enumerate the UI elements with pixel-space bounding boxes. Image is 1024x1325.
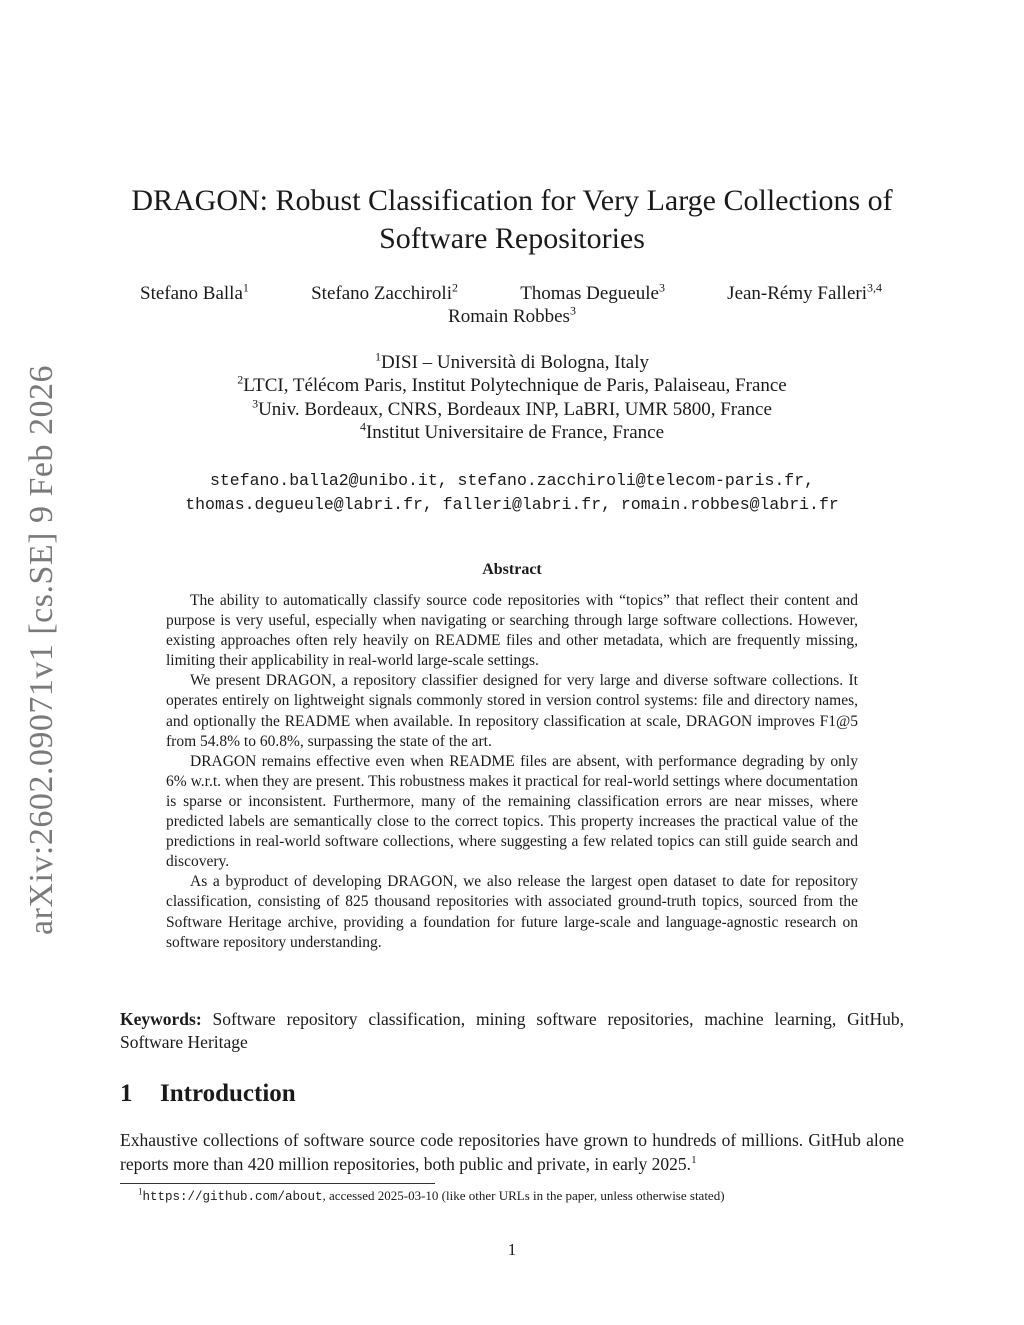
abstract-heading: Abstract xyxy=(482,561,542,578)
footnote xyxy=(138,1187,725,1206)
affiliation: $^1$DISI – Università di Bologna, Italy xyxy=(374,349,650,373)
abstract-paragraph: The ability to automatically classify source code repositories with “topics” that reflect their content and purpose is very useful, especially when navigating or searching through large software collections. However, existing approaches often rely heavily on README files and other metadata, which are frequently missing, limiting their applicability in real-world large-scale settings. xyxy=(166,592,858,670)
author: Thomas Degueule$^3$ xyxy=(520,280,665,304)
author: Stefano Balla$^1$ xyxy=(140,280,249,304)
keywords xyxy=(120,1008,904,1054)
affiliation-list xyxy=(120,351,904,444)
title-line-1: DRAGON: Robust Classification for Very Large Collections of xyxy=(131,184,893,217)
title-line-2: Software Repositories xyxy=(379,222,645,255)
intro-text: Exhaustive collections of software source code repositories have grown to hundreds of millions. GitHub alone reports more than 420 million repositories, both public and private, in early 2025. xyxy=(120,1130,904,1174)
footnote-link[interactable]: https://github.com/about xyxy=(142,1190,323,1204)
email-line: thomas.degueule@labri.fr, falleri@labri.fr, romain.robbes@labri.fr xyxy=(185,495,839,514)
intro-paragraph xyxy=(120,1128,904,1176)
keywords-label: Keywords: xyxy=(120,1009,202,1029)
author: Romain Robbes$^3$ xyxy=(448,303,576,327)
affiliation: $^2$LTCI, Télécom Paris, Institut Polytechnique de Paris, Palaiseau, France xyxy=(237,372,787,397)
section-title: Introduction xyxy=(160,1080,296,1107)
section-heading xyxy=(120,1080,296,1108)
author-emails xyxy=(120,469,904,517)
abstract-paragraph: As a byproduct of developing DRAGON, we also release the largest open dataset to date for repository classification, consisting of 825 thousand repositories with associated ground-truth topics, sourced from the Software Heritage archive, providing a foundation for future large-scale and language-agnostic research on software repository understanding. xyxy=(166,873,858,951)
email-line: stefano.balla2@unibo.it, stefano.zacchiroli@telecom-paris.fr, xyxy=(210,471,814,490)
footnote-text: , accessed 2025-03-10 (like other URLs in the paper, unless otherwise stated) xyxy=(322,1188,725,1203)
author: Stefano Zacchiroli$^2$ xyxy=(311,280,458,304)
page-number: 1 xyxy=(507,1240,517,1259)
section-number: 1 xyxy=(120,1080,133,1107)
author: Jean-Rémy Falleri$^{3,4}$ xyxy=(727,280,882,304)
keywords-text: Software repository classification, mining software repositories, machine learning, GitHub, Software Heritage xyxy=(120,1009,905,1052)
abstract-paragraph: We present DRAGON, a repository classifier designed for very large and diverse software collections. It operates entirely on lightweight signals commonly stored in version control systems: file and directory names, and optionally the README when available. In repository classification at scale, DRAGON improves F1@5 from 54.8% to 60.8%, surpassing the state of the art. xyxy=(166,672,858,750)
paper-title xyxy=(120,182,904,258)
abstract-body xyxy=(166,591,858,953)
arxiv-stamp-text: arXiv:2602.09071v1 [cs.SE] 9 Feb 2026 xyxy=(23,364,60,936)
affiliation: $^3$Univ. Bordeaux, CNRS, Bordeaux INP, LaBRI, UMR 5800, France xyxy=(252,396,772,420)
footnote-reference[interactable]: 1 xyxy=(691,1154,697,1167)
footnote-mark: 1 xyxy=(138,1186,143,1197)
footnote-rule xyxy=(120,1183,435,1184)
author-list xyxy=(120,282,904,328)
affiliation: $^4$Institut Universitaire de France, France xyxy=(359,419,665,443)
abstract-paragraph: DRAGON remains effective even when README files are absent, with performance degrading by only 6% w.r.t. when they are present. This robustness makes it practical for real-world settings where documentation is sparse or inconsistent. Furthermore, many of the remaining classification errors are near misses, where predicted labels are semantically close to the correct topics. This property increases the practical value of the predictions in real-world software collections, where suggesting a few related topics can still guide search and discovery. xyxy=(166,752,858,871)
